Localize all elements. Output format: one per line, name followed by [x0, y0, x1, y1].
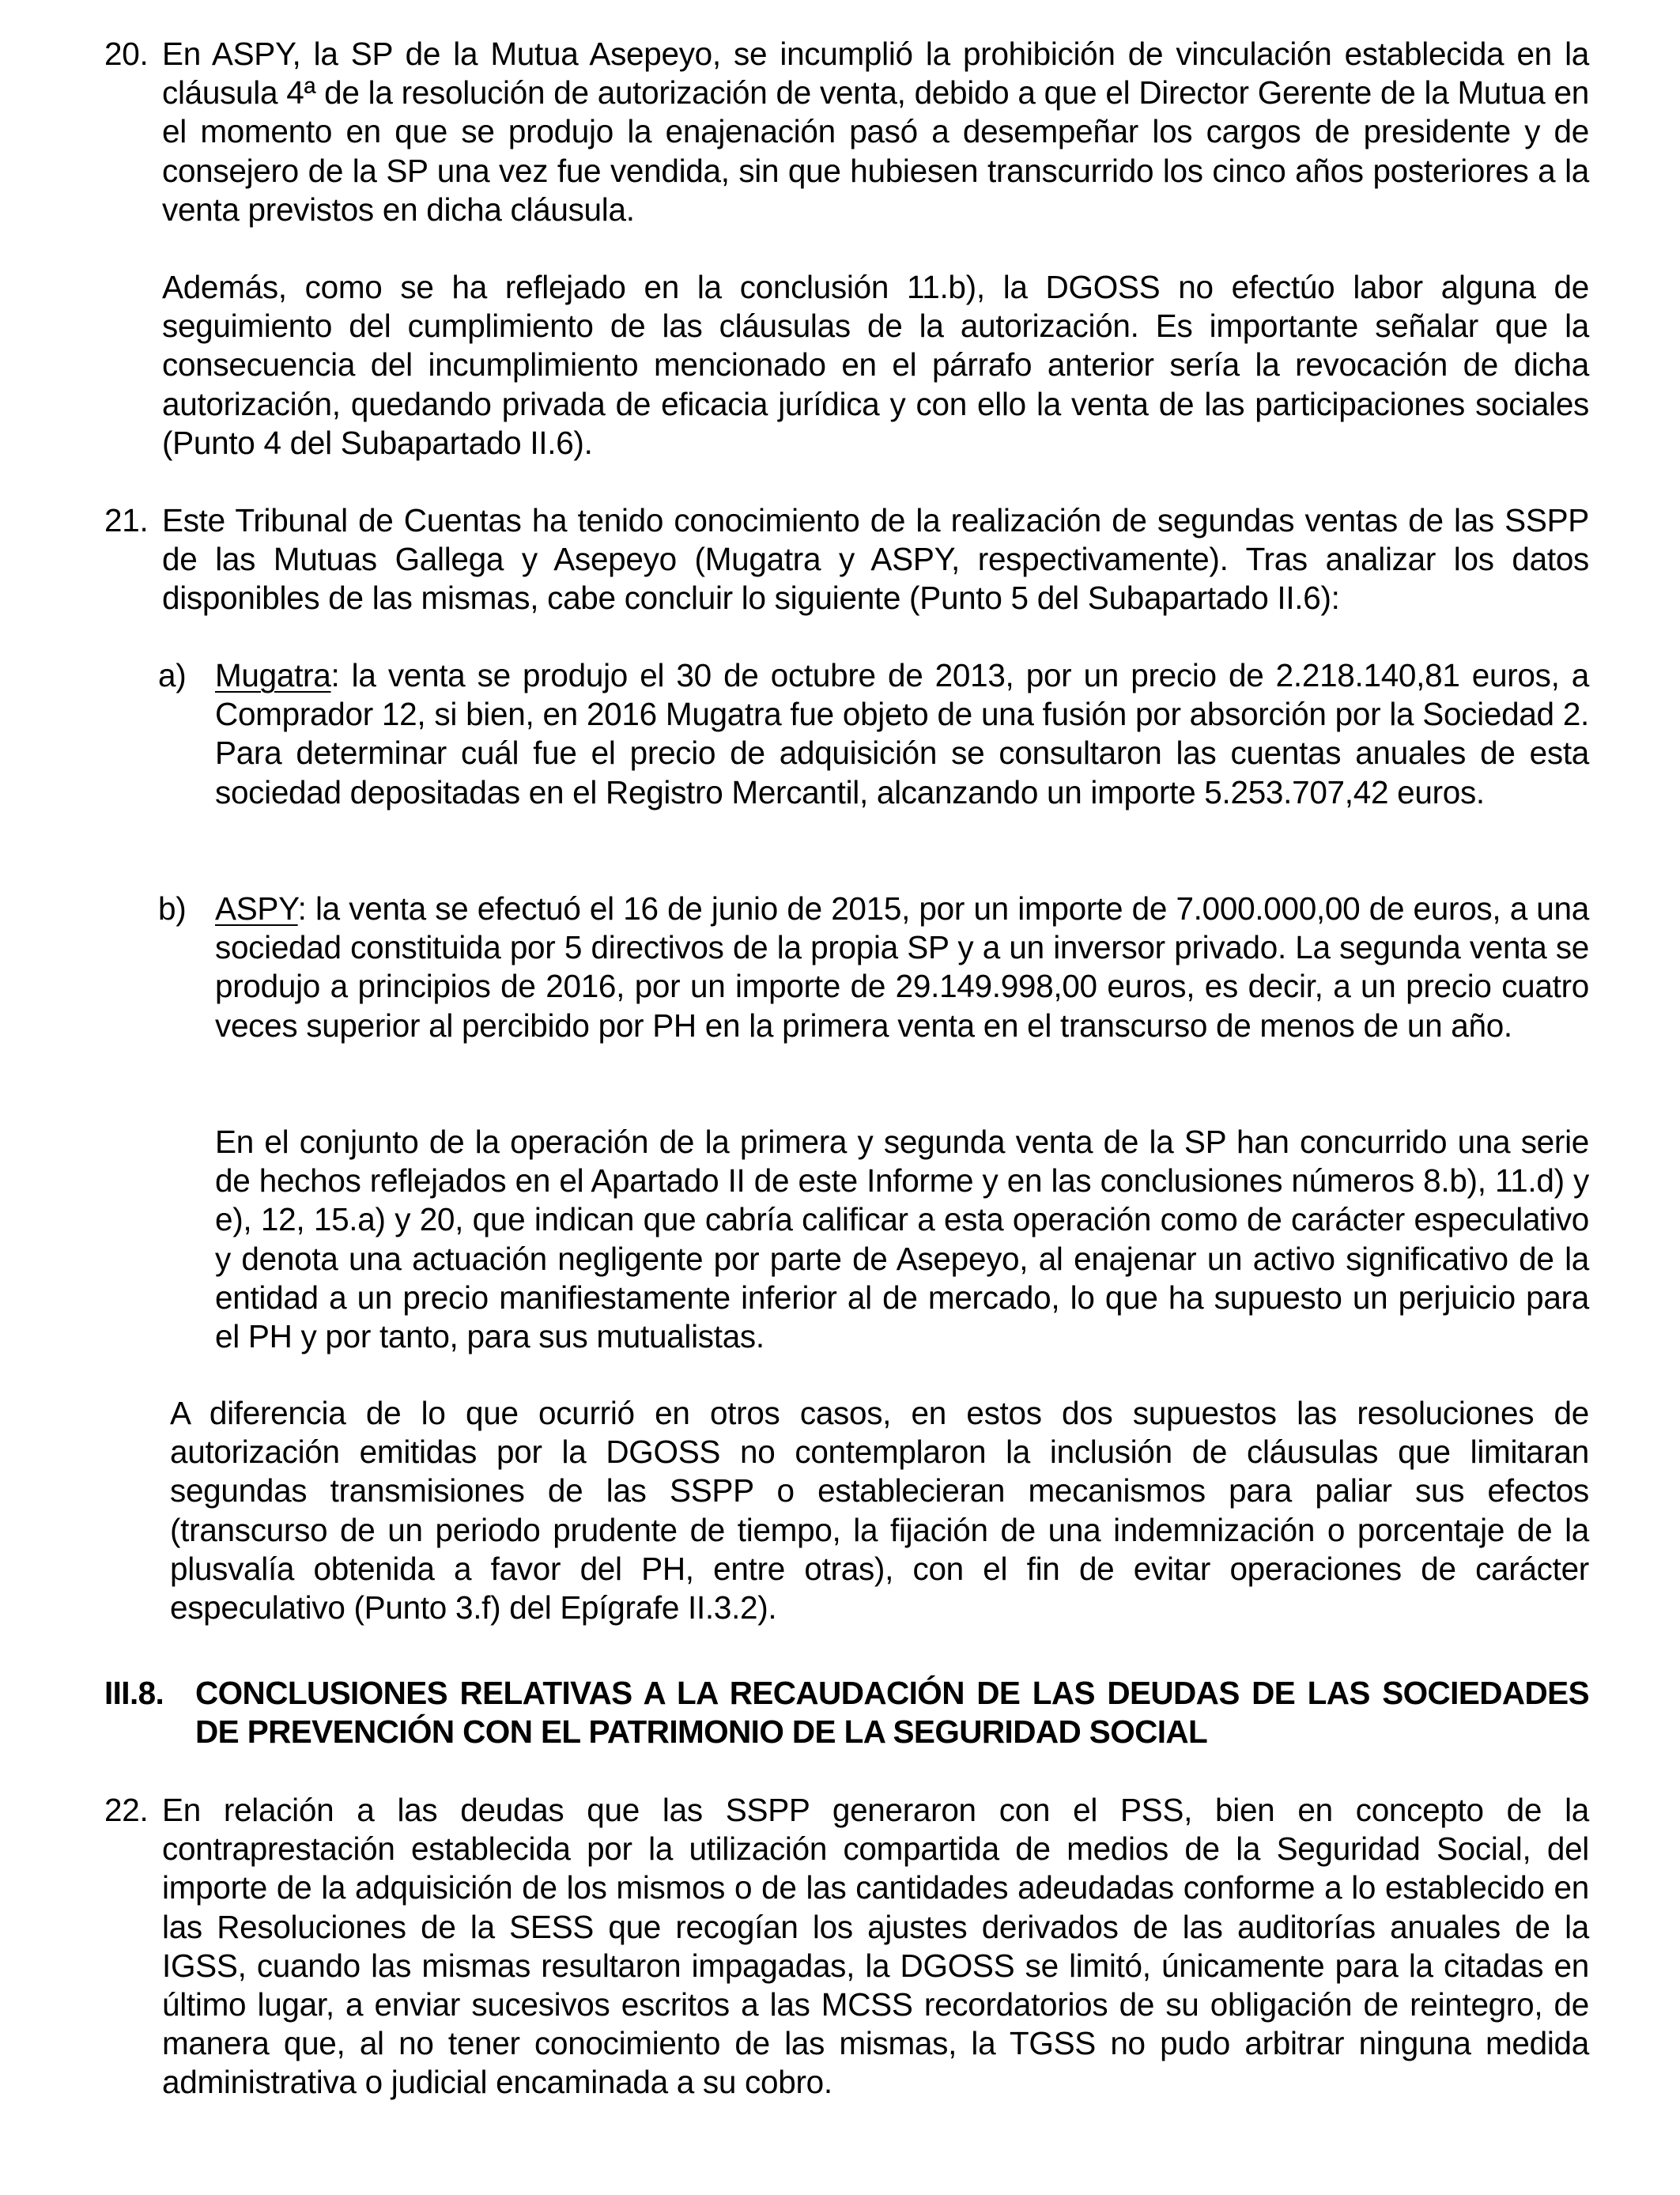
item-number: 22. — [104, 1792, 149, 1828]
subitem-title: ASPY — [215, 890, 298, 927]
item-21-intro: Este Tribunal de Cuentas ha tenido conocimiento de la realización de segundas ventas de las SSPP de las Mutuas Gallega y Asepeyo (Mugatra y ASPY, respectivamente). Tras analizar los datos disponibles de las mismas, cabe concluir lo siguiente (Punto 5 del Subapartado II.6): — [162, 502, 1589, 617]
section-number: III.8. — [104, 1675, 164, 1711]
item-22-paragraph: En relación a las deudas que las SSPP generaron con el PSS, bien en concepto de la contraprestación establecida por la utilización compartida de medios de la Seguridad Social, del importe de la adquisición de los mismos o de las cantidades adeudadas conforme a lo establecido en las Resoluciones de la SESS que recogían los ajustes derivados de las auditorías anuales de la IGSS, cuando las mismas resultaron impagadas, la DGOSS se limitó, únicamente para la citadas en último lugar, a enviar sucesivos escritos a las MCSS recordatorios de su obligación de reintegro, de manera que, al no tener conocimiento de las mismas, la TGSS no pudo arbitrar ninguna medida administrativa o judicial encaminada a su cobro. — [162, 1792, 1589, 2101]
subitem-b-aspy — [215, 890, 1589, 1045]
item-20-paragraph-2: Además, como se ha reflejado en la conclusión 11.b), la DGOSS no efectúo labor alguna de seguimiento del cumplimiento de las cláusulas de la autorización. Es importante señalar que la consecuencia del incumplimiento mencionado en el párrafo anterior sería la revocación de dicha autorización, quedando privada de eficacia jurídica y con ello la venta de las participaciones sociales (Punto 4 del Subapartado II.6). — [162, 269, 1589, 461]
item-number: 20. — [104, 36, 149, 72]
subitem-title: Mugatra — [215, 657, 331, 693]
item-21-closing: A diferencia de lo que ocurrió en otros casos, en estos dos supuestos las resoluciones de autorización emitidas por la DGOSS no contemplaron la inclusión de cláusulas que limitaran segundas transmisiones de las SSPP o establecieran mecanismos para paliar sus efectos (transcurso de un periodo prudente de tiempo, la fijación de una indemnización o porcentaje de la plusvalía obtenida a favor del PH, entre otras), con el fin de evitar operaciones de carácter especulativo (Punto 3.f) del Epígrafe II.3.2). — [170, 1395, 1589, 1626]
section-title: CONCLUSIONES RELATIVAS A LA RECAUDACIÓN DE LAS DEUDAS DE LAS SOCIEDADES DE PREVENCIÓN CON EL PATRIMONIO DE LA SEGURIDAD SOCIAL — [195, 1675, 1589, 1750]
subitem-text: : la venta se produjo el 30 de octubre de 2013, por un precio de 2.218.140,81 euros, a Comprador 12, si bien, en 2016 Mugatra fue objeto de una fusión por absorción por la Sociedad 2. Para determinar cuál fue el precio de adquisición se consultaron las cuentas anuales de esta sociedad depositadas en el Registro Mercantil, alcanzando un importe 5.253.707,42 euros. — [215, 657, 1589, 810]
subitem-label: b) — [158, 890, 187, 927]
subitem-label: a) — [158, 657, 187, 693]
item-20-paragraph-1: En ASPY, la SP de la Mutua Asepeyo, se incumplió la prohibición de vinculación establecida en la cláusula 4ª de la resolución de autorización de venta, debido a que el Director Gerente de la Mutua en el momento en que se produjo la enajenación pasó a desempeñar los cargos de presidente y de consejero de la SP una vez fue vendida, sin que hubiesen transcurrido los cinco años posteriores a la venta previstos en dicha cláusula. — [162, 36, 1589, 228]
subitem-text: : la venta se efectuó el 16 de junio de 2015, por un importe de 7.000.000,00 de euros, a una sociedad constituida por 5 directivos de la propia SP y a un inversor privado. La segunda venta se produjo a principios de 2016, por un importe de 29.149.998,00 euros, es decir, a un precio cuatro veces superior al percibido por PH en la primera venta en el transcurso de menos de un año. — [215, 890, 1589, 1044]
subitem-a-mugatra — [215, 656, 1589, 812]
subitem-b-extra: En el conjunto de la operación de la primera y segunda venta de la SP han concurrido una serie de hechos reflejados en el Apartado II de este Informe y en las conclusiones números 8.b), 11.d) y e), 12, 15.a) y 20, que indican que cabría calificar a esta operación como de carácter especulativo y denota una actuación negligente por parte de Asepeyo, al enajenar un activo significativo de la entidad a un precio manifiestamente inferior al de mercado, lo que ha supuesto un perjuicio para el PH y por tanto, para sus mutualistas. — [215, 1124, 1589, 1355]
item-number: 21. — [104, 502, 149, 538]
